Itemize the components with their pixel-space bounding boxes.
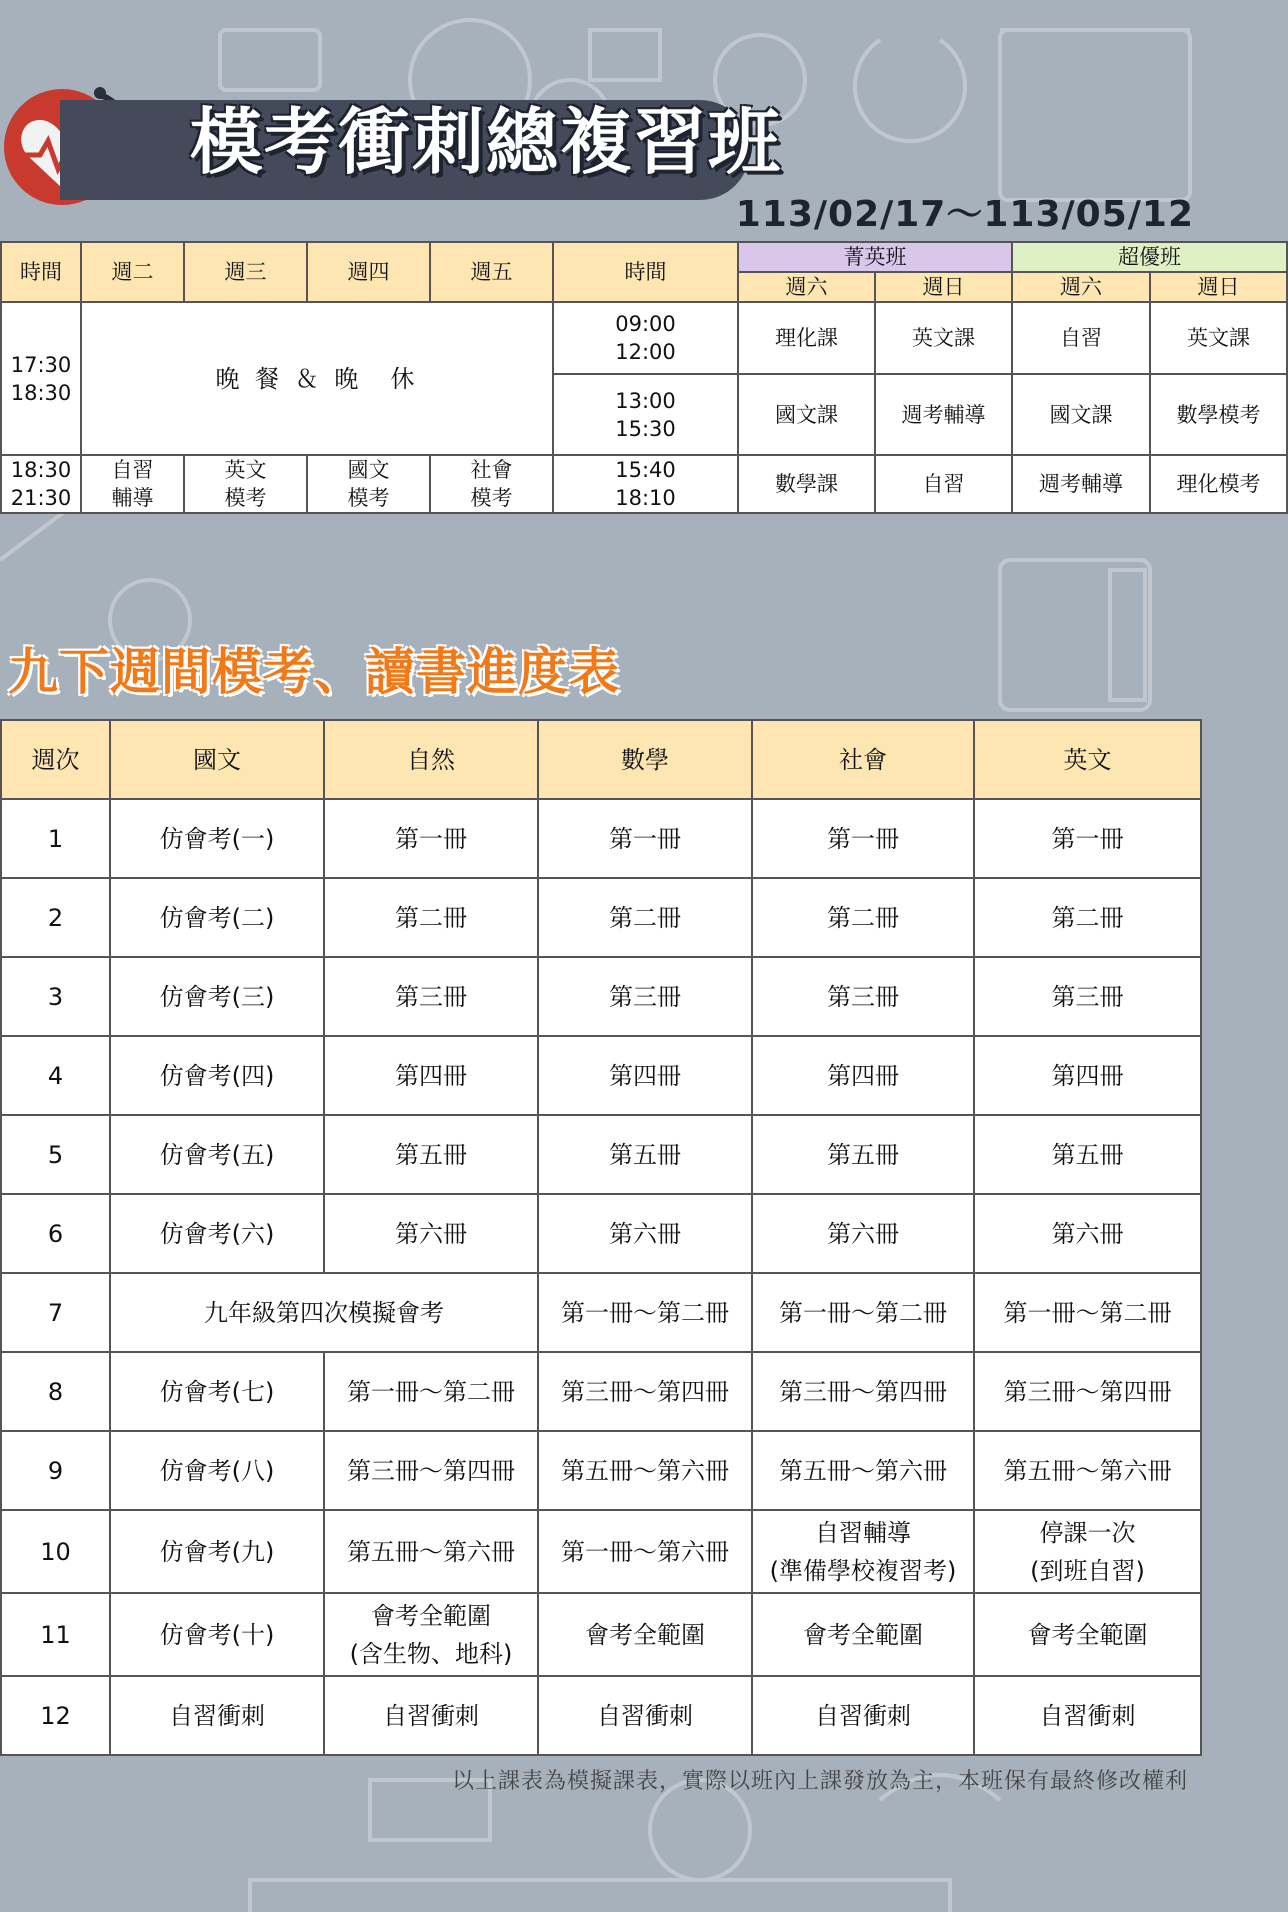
- progress-cell: 第一冊～第六冊: [538, 1510, 752, 1593]
- schedule-cell: [81, 455, 184, 513]
- week-number: 8: [1, 1352, 110, 1431]
- schedule-cell: 數學模考: [1150, 374, 1287, 455]
- progress-cell: 第四冊: [752, 1036, 974, 1115]
- progress-cell: 仿會考(十): [110, 1593, 324, 1676]
- progress-cell: 第三冊～第四冊: [752, 1352, 974, 1431]
- week-number: 7: [1, 1273, 110, 1352]
- cell-line: 模考: [224, 486, 267, 510]
- time-slot: [553, 455, 738, 513]
- table-row: [1, 1036, 1201, 1115]
- progress-header: 社會: [752, 720, 974, 799]
- schedule-cell: 國文課: [738, 374, 875, 455]
- progress-cell: 第一冊: [752, 799, 974, 878]
- cell-line: 模考: [470, 486, 513, 510]
- weekend-day-header: 週日: [1150, 272, 1287, 302]
- cell-line: 自習: [111, 458, 154, 482]
- progress-cell: 自習衝刺: [974, 1676, 1201, 1755]
- table-row: [1, 1194, 1201, 1273]
- progress-cell: 自習衝刺: [752, 1676, 974, 1755]
- progress-cell: 第四冊: [324, 1036, 538, 1115]
- progress-cell: 第五冊～第六冊: [324, 1510, 538, 1593]
- cell-line: 模考: [347, 486, 390, 510]
- time-start: 13:00: [615, 388, 676, 413]
- progress-cell: 仿會考(四): [110, 1036, 324, 1115]
- week-number: 4: [1, 1036, 110, 1115]
- cell-line: 會考全範圍: [371, 1601, 491, 1630]
- footnote: 以上課表為模擬課表，實際以班內上課發放為主，本班保有最終修改權利: [451, 1769, 1188, 1794]
- progress-cell: 仿會考(一): [110, 799, 324, 878]
- time-start: 09:00: [615, 312, 676, 336]
- weekday-time-header: 時間: [1, 242, 81, 302]
- progress-table: [0, 719, 1202, 1756]
- progress-cell: 仿會考(七): [110, 1352, 324, 1431]
- progress-cell: [324, 1593, 538, 1676]
- progress-cell: 第三冊: [752, 957, 974, 1036]
- time-slot: [553, 374, 738, 455]
- progress-header: 自然: [324, 720, 538, 799]
- class-schedule-table: [0, 241, 1288, 514]
- weekday-header: 週五: [430, 242, 553, 302]
- schedule-cell: 英文課: [875, 302, 1012, 374]
- table-row: [1, 957, 1201, 1036]
- progress-cell: 仿會考(八): [110, 1431, 324, 1510]
- weekday-header: 週四: [307, 242, 430, 302]
- progress-cell: 會考全範圍: [974, 1593, 1201, 1676]
- weekend-time-header: 時間: [553, 242, 738, 302]
- time-end: 15:30: [615, 416, 676, 441]
- progress-body: [1, 799, 1201, 1755]
- progress-cell: 第五冊～第六冊: [974, 1431, 1201, 1510]
- progress-cell: 第一冊～第二冊: [538, 1273, 752, 1352]
- cell-line: 自習輔導: [815, 1518, 911, 1547]
- progress-cell: 仿會考(六): [110, 1194, 324, 1273]
- weekday-header: 週三: [184, 242, 307, 302]
- time-end: 18:30: [10, 380, 72, 405]
- date-range: 113/02/17～113/05/12: [735, 194, 1194, 235]
- progress-header: 國文: [110, 720, 324, 799]
- progress-cell: 第六冊: [974, 1194, 1201, 1273]
- progress-cell: 仿會考(九): [110, 1510, 324, 1593]
- progress-cell: 第一冊: [974, 799, 1201, 878]
- schedule-cell: 理化模考: [1150, 455, 1287, 513]
- schedule-cell: 理化課: [738, 302, 875, 374]
- week-number: 9: [1, 1431, 110, 1510]
- progress-cell: 第三冊: [324, 957, 538, 1036]
- week-number: 1: [1, 799, 110, 878]
- time-slot-evening: [1, 455, 81, 513]
- progress-cell: 第五冊～第六冊: [538, 1431, 752, 1510]
- time-end: 21:30: [10, 486, 72, 510]
- progress-cell: 第二冊: [538, 878, 752, 957]
- elite-class-header: 菁英班: [738, 242, 1012, 272]
- cell-line: (到班自習): [1030, 1556, 1145, 1585]
- progress-cell: 第五冊: [752, 1115, 974, 1194]
- progress-cell: 第二冊: [752, 878, 974, 957]
- super-class-header: 超優班: [1012, 242, 1287, 272]
- table-row: [1, 1593, 1201, 1676]
- progress-cell: 會考全範圍: [752, 1593, 974, 1676]
- time-slot: [553, 302, 738, 374]
- time-start: 18:30: [10, 458, 72, 482]
- cell-line: 社會: [470, 458, 513, 482]
- schedule-cell: 自習: [875, 455, 1012, 513]
- time-start: 15:40: [615, 458, 676, 482]
- table-row: [1, 1510, 1201, 1593]
- table-row: [1, 1115, 1201, 1194]
- progress-cell: 第四冊: [538, 1036, 752, 1115]
- week-number: 2: [1, 878, 110, 957]
- table-row: [1, 1676, 1201, 1755]
- cell-line: 輔導: [111, 486, 154, 510]
- progress-cell: 第三冊～第四冊: [538, 1352, 752, 1431]
- schedule-cell: 週考輔導: [1012, 455, 1150, 513]
- table-row: [1, 1431, 1201, 1510]
- progress-cell: 第一冊: [538, 799, 752, 878]
- time-start: 17:30: [10, 352, 72, 377]
- progress-cell: 第二冊: [974, 878, 1201, 957]
- progress-cell: 第三冊～第四冊: [324, 1431, 538, 1510]
- table-row: [1, 878, 1201, 957]
- weekday-header: 週二: [81, 242, 184, 302]
- progress-cell: [974, 1510, 1201, 1593]
- schedule-cell: [184, 455, 307, 513]
- progress-cell: 自習衝刺: [110, 1676, 324, 1755]
- progress-cell: 第三冊: [538, 957, 752, 1036]
- progress-cell: 會考全範圍: [538, 1593, 752, 1676]
- progress-cell: 自習衝刺: [538, 1676, 752, 1755]
- schedule-cell: [307, 455, 430, 513]
- progress-cell: 第五冊: [324, 1115, 538, 1194]
- cell-line: 國文: [347, 458, 390, 482]
- week-number: 3: [1, 957, 110, 1036]
- progress-header: 數學: [538, 720, 752, 799]
- week-number: 11: [1, 1593, 110, 1676]
- progress-cell: 第一冊～第二冊: [752, 1273, 974, 1352]
- merged-exam-cell: 九年級第四次模擬會考: [110, 1273, 538, 1352]
- progress-cell: 第六冊: [752, 1194, 974, 1273]
- table-row: [1, 1352, 1201, 1431]
- table-row: [1, 799, 1201, 878]
- schedule-cell: 國文課: [1012, 374, 1150, 455]
- progress-cell: 第二冊: [324, 878, 538, 957]
- progress-cell: 仿會考(五): [110, 1115, 324, 1194]
- schedule-cell: 週考輔導: [875, 374, 1012, 455]
- progress-cell: 第五冊: [974, 1115, 1201, 1194]
- cell-line: 停課一次: [1039, 1518, 1136, 1547]
- week-number: 5: [1, 1115, 110, 1194]
- progress-cell: 第六冊: [538, 1194, 752, 1273]
- dinner-break-cell: 晚 餐 ＆ 晚 休: [81, 302, 553, 455]
- schedule-cell: 自習: [1012, 302, 1150, 374]
- cell-line: 英文: [224, 458, 267, 482]
- week-number: 12: [1, 1676, 110, 1755]
- progress-cell: [752, 1510, 974, 1593]
- cell-line: (準備學校複習考): [769, 1556, 957, 1585]
- progress-cell: 第一冊～第二冊: [324, 1352, 538, 1431]
- progress-cell: 第三冊～第四冊: [974, 1352, 1201, 1431]
- time-slot-dinner: [1, 302, 81, 455]
- progress-cell: 自習衝刺: [324, 1676, 538, 1755]
- schedule-cell: 英文課: [1150, 302, 1287, 374]
- progress-cell: 第五冊～第六冊: [752, 1431, 974, 1510]
- page-title: 模考衝刺總複習班: [190, 100, 783, 184]
- time-end: 18:10: [615, 486, 676, 510]
- progress-cell: 第四冊: [974, 1036, 1201, 1115]
- schedule-cell: [430, 455, 553, 513]
- progress-section-title: 九下週間模考、讀書進度表: [8, 643, 620, 701]
- progress-header: 英文: [974, 720, 1201, 799]
- schedule-cell: 數學課: [738, 455, 875, 513]
- week-number: 6: [1, 1194, 110, 1273]
- progress-cell: 仿會考(二): [110, 878, 324, 957]
- progress-cell: 第六冊: [324, 1194, 538, 1273]
- progress-cell: 第一冊: [324, 799, 538, 878]
- progress-cell: 第一冊～第二冊: [974, 1273, 1201, 1352]
- progress-cell: 第五冊: [538, 1115, 752, 1194]
- week-number: 10: [1, 1510, 110, 1593]
- table-row: [1, 1273, 1201, 1352]
- time-end: 12:00: [615, 340, 676, 364]
- weekend-day-header: 週日: [875, 272, 1012, 302]
- progress-cell: 仿會考(三): [110, 957, 324, 1036]
- cell-line: (含生物、地科): [349, 1639, 513, 1668]
- weekend-day-header: 週六: [738, 272, 875, 302]
- progress-header: 週次: [1, 720, 110, 799]
- progress-cell: 第三冊: [974, 957, 1201, 1036]
- weekend-day-header: 週六: [1012, 272, 1150, 302]
